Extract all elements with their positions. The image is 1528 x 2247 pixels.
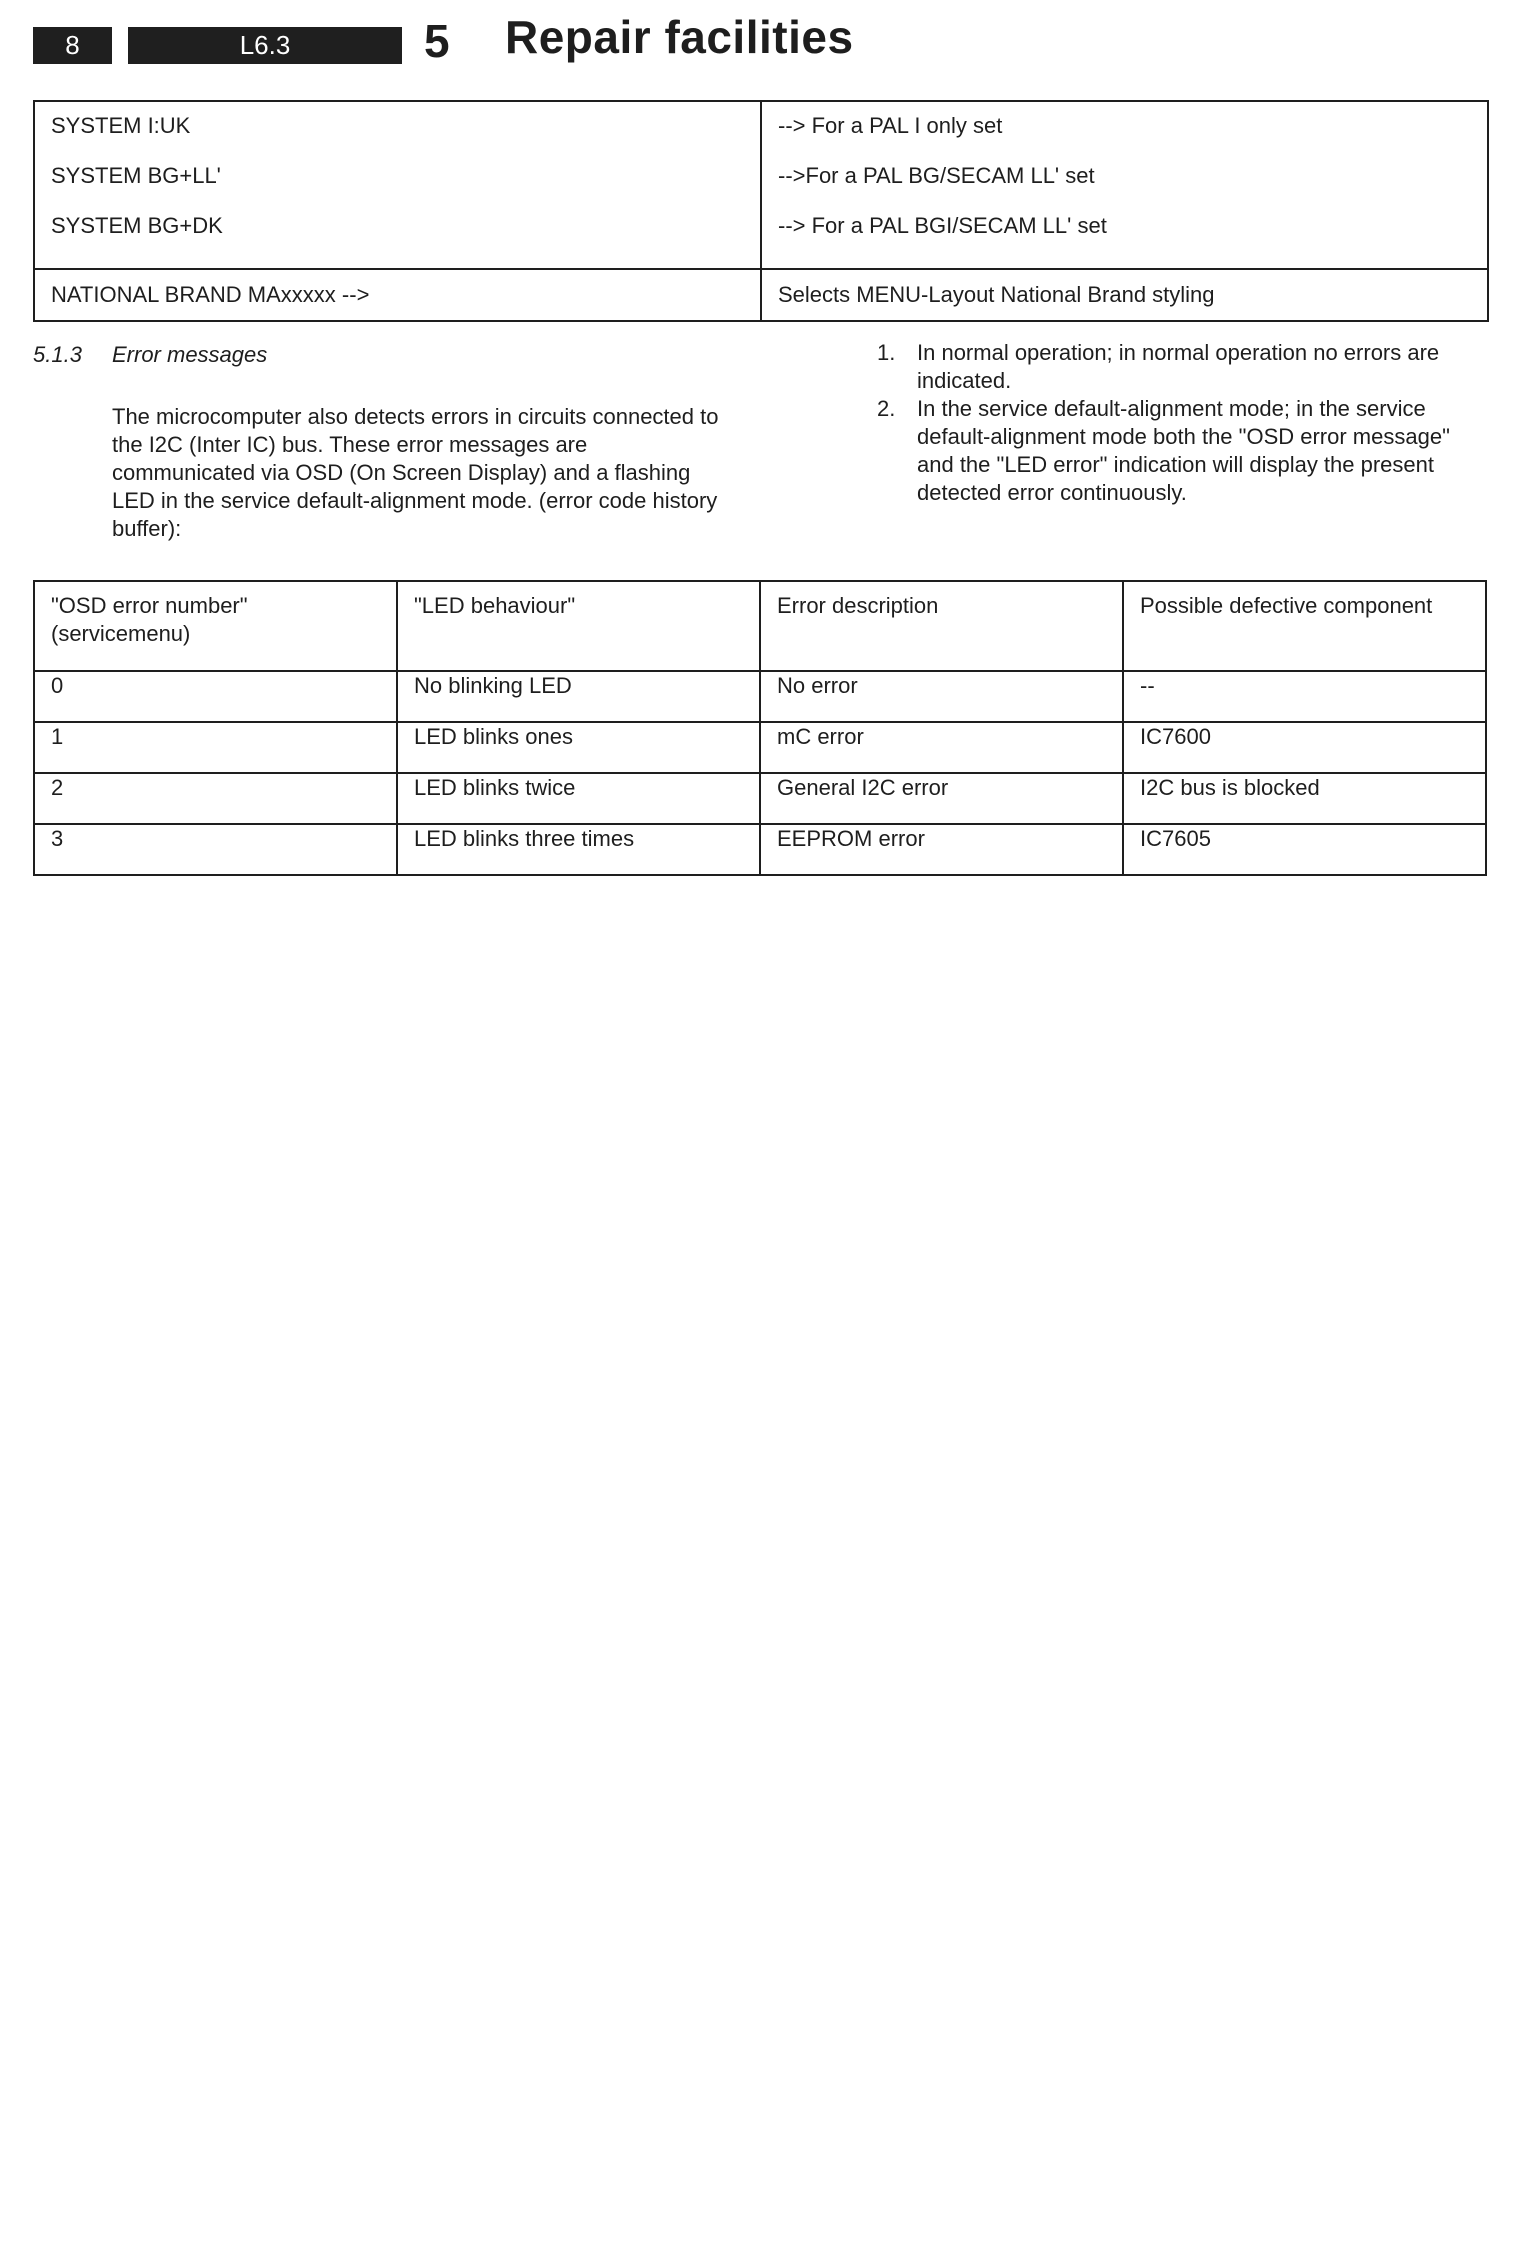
list-item	[877, 395, 1487, 507]
system-option: SYSTEM I:UK	[51, 113, 191, 138]
table-row	[34, 671, 1486, 722]
error-description: No error	[760, 671, 1123, 722]
system-option: SYSTEM BG+DK	[51, 213, 223, 238]
section-title: Error messages	[112, 342, 268, 367]
header-osd-error-number: "OSD error number" (servicemenu)	[34, 581, 397, 671]
osd-error-number: 0	[34, 671, 397, 722]
chapter-title: Repair facilities	[505, 11, 854, 63]
table-header-row	[34, 581, 1486, 671]
defective-component: I2C bus is blocked	[1123, 773, 1486, 824]
header-defective-component: Possible defective component	[1123, 581, 1486, 671]
brand-row	[34, 269, 1488, 321]
model-box	[128, 27, 402, 64]
page-number-box	[33, 27, 112, 64]
table-row	[34, 824, 1486, 875]
error-description: EEPROM error	[760, 824, 1123, 875]
led-behaviour: LED blinks twice	[397, 773, 760, 824]
led-behaviour: LED blinks ones	[397, 722, 760, 773]
table-row	[34, 773, 1486, 824]
led-behaviour: No blinking LED	[397, 671, 760, 722]
system-row	[34, 101, 1488, 269]
chapter-number: 5	[424, 15, 451, 67]
list-item-text: In the service default-alignment mode; in the service default-alignment mode both the "OSD error message" and the "LED error" indication will display the present detected error continuously.	[917, 396, 1450, 505]
system-option: SYSTEM BG+LL'	[51, 163, 221, 188]
list-item-text: In normal operation; in normal operation no errors are indicated.	[917, 340, 1440, 393]
led-behaviour: LED blinks three times	[397, 824, 760, 875]
brand-option: NATIONAL BRAND MAxxxxx -->	[34, 269, 761, 321]
header-error-description: Error description	[760, 581, 1123, 671]
list-item-number: 2.	[877, 396, 896, 421]
model-label: L6.3	[239, 30, 291, 60]
list-item-number: 1.	[877, 340, 896, 365]
system-table	[33, 100, 1489, 322]
system-description: --> For a PAL BGI/SECAM LL' set	[778, 213, 1107, 238]
error-description: mC error	[760, 722, 1123, 773]
error-table	[33, 580, 1487, 876]
list-item	[877, 339, 1487, 395]
section-number: 5.1.3	[33, 342, 82, 367]
osd-error-number: 2	[34, 773, 397, 824]
system-description: --> For a PAL I only set	[778, 113, 1003, 138]
section-intro: The microcomputer also detects errors in circuits connected to the I2C (Inter IC) bus. These error messages are communicated via OSD (On Screen Display) and a flashing LED in the service default-alignment mode. (error code history buffer):	[112, 404, 719, 541]
osd-error-number: 1	[34, 722, 397, 773]
error-description: General I2C error	[760, 773, 1123, 824]
osd-error-number: 3	[34, 824, 397, 875]
system-right-cell	[761, 101, 1488, 269]
table-row	[34, 722, 1486, 773]
defective-component: --	[1123, 671, 1486, 722]
system-left-cell	[34, 101, 761, 269]
page-number: 8	[65, 30, 80, 60]
defective-component: IC7605	[1123, 824, 1486, 875]
system-description: -->For a PAL BG/SECAM LL' set	[778, 163, 1095, 188]
defective-component: IC7600	[1123, 722, 1486, 773]
header-led-behaviour: "LED behaviour"	[397, 581, 760, 671]
brand-description: Selects MENU-Layout National Brand styling	[761, 269, 1488, 321]
mode-list	[877, 339, 1487, 507]
